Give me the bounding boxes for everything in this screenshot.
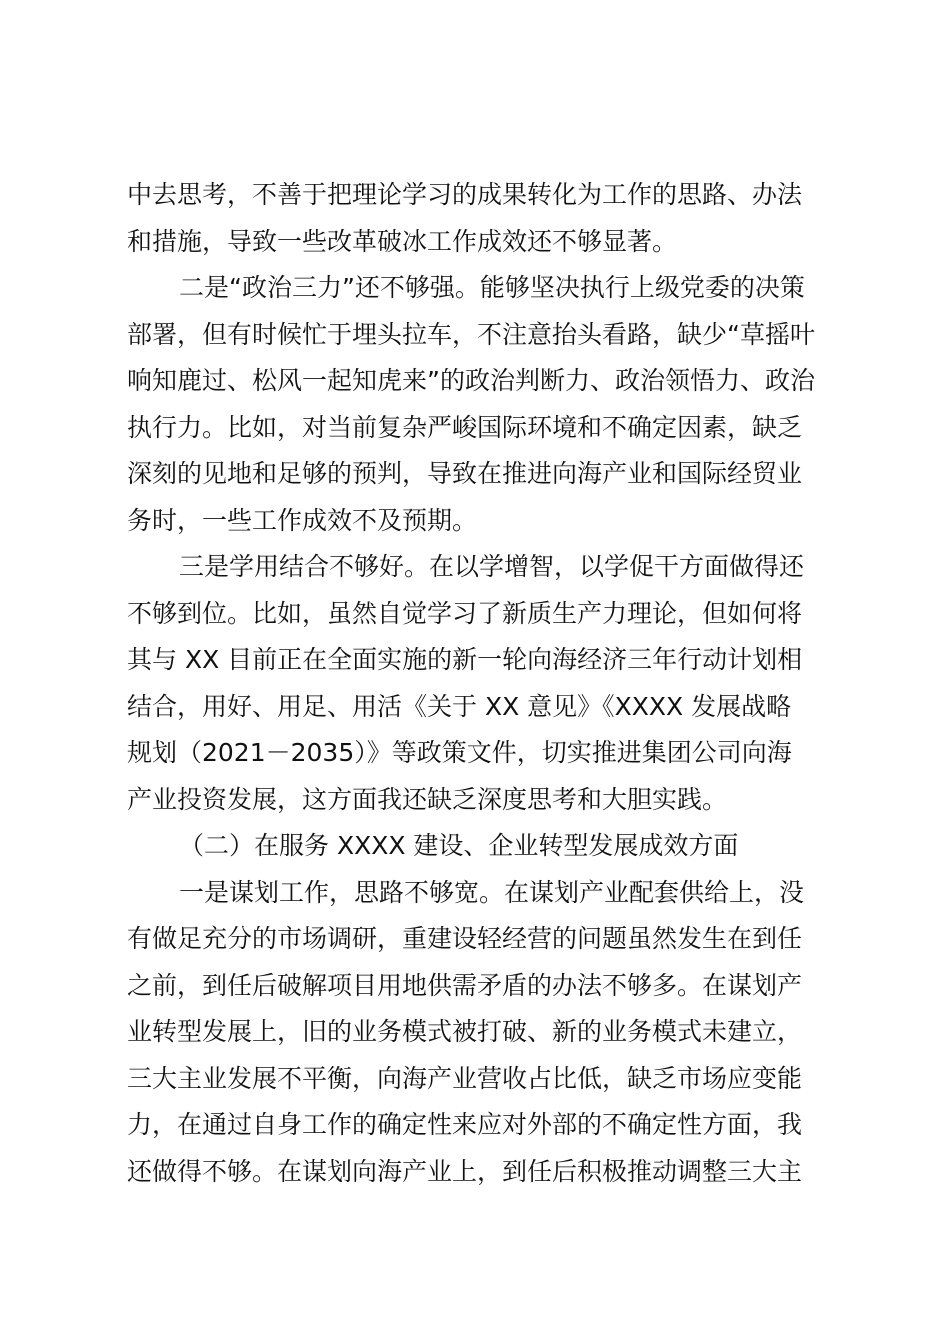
text-line: 力，在通过自身工作的确定性来应对外部的不确定性方面，我 (127, 1110, 803, 1139)
paragraph-start-line: 一是谋划工作，思路不够宽。在谋划产业配套供给上，没 (179, 877, 805, 907)
text-line: 业转型发展上，旧的业务模式被打破、新的业务模式未建立， (127, 1017, 803, 1046)
text-line: 三大主业发展不平衡，向海产业营收占比低，缺乏市场应变能 (127, 1063, 803, 1093)
text-line: 产业投资发展，这方面我还缺乏深度思考和大胆实践。 (127, 784, 728, 814)
text-line: 和措施，导致一些改革破冰工作成效还不够显著。 (127, 226, 678, 256)
text-line: 结合，用好、用足、用活《关于 XX 意见》《XXXX 发展战略 (127, 691, 792, 721)
text-line: 之前，到任后破解项目用地供需矛盾的办法不够多。在谋划产 (127, 970, 803, 1000)
text-line: 其与 XX 目前正在全面实施的新一轮向海经济三年行动计划相 (127, 645, 803, 674)
text-line: 深刻的见地和足够的预判，导致在推进向海产业和国际经贸业 (127, 459, 803, 488)
text-line: 执行力。比如，对当前复杂严峻国际环境和不确定因素，缺乏 (127, 412, 803, 442)
text-line: 还做得不够。在谋划向海产业上，到任后积极推动调整三大主 (127, 1156, 803, 1186)
document-body (127, 172, 827, 1195)
paragraph-start-line: 三是学用结合不够好。在以学增智，以学促干方面做得还 (179, 552, 805, 581)
text-line: 不够到位。比如，虽然自觉学习了新质生产力理论，但如何将 (127, 598, 803, 628)
text-line: 务时，一些工作成效不及预期。 (127, 505, 478, 535)
section-heading: （二）在服务 XXXX 建设、企业转型发展成效方面 (179, 831, 739, 860)
text-line: 响知鹿过、松风一起知虎来”的政治判断力、政治领悟力、政治 (127, 366, 815, 395)
text-line: 中去思考，不善于把理论学习的成果转化为工作的思路、办法 (127, 180, 803, 209)
text-line: 规划（2021－2035）》等政策文件，切实推进集团公司向海 (127, 738, 792, 767)
text-line: 部署，但有时候忙于埋头拉车，不注意抬头看路，缺少“草摇叶 (127, 319, 815, 349)
text-line: 有做足充分的市场调研，重建设轻经营的问题虽然发生在到任 (127, 924, 803, 953)
paragraph-start-line: 二是“政治三力”还不够强。能够坚决执行上级党委的决策 (179, 273, 805, 302)
